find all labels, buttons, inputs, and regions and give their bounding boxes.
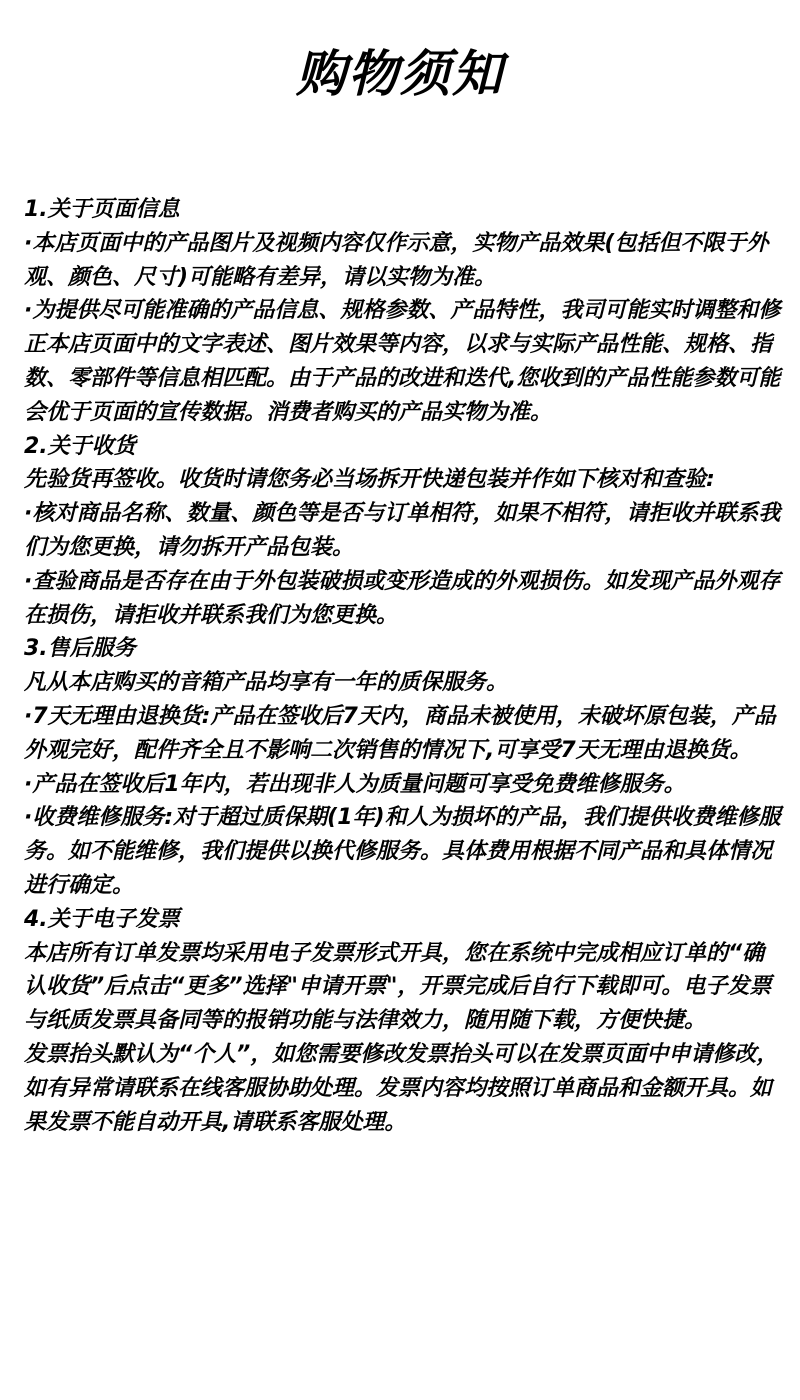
paragraph-receiving-3: ·查验商品是否存在由于外包装破损或变形造成的外观损伤。如发现产品外观存在损伤，请拒收并联系我们为您更换。 (24, 568, 781, 628)
paragraph-e-invoice-1: 本店所有订单发票均采用电子发票形式开具，您在系统中完成相应订单的“确认收货”后点击“更多”选择"申请开票"，开票完成后自行下载即可。电子发票与纸质发票具备同等的报销功能与法律效力，随用随下载，方便快捷。 (24, 940, 772, 1034)
page-title: 购物须知 (296, 45, 504, 103)
section-heading-page-info: 1.关于页面信息 (24, 197, 180, 222)
section-heading-receiving: 2.关于收货 (24, 433, 136, 459)
paragraph-receiving-1: 先验货再签收。收货时请您务必当场拆开快递包装并作如下核对和查验: (24, 467, 715, 493)
section-heading-e-invoice: 4.关于电子发票 (24, 906, 180, 932)
paragraph-e-invoice-2: 发票抬头默认为“个人”，如您需要修改发票抬头可以在发票页面中申请修改，如有异常请联系在线客服协助处理。发票内容均按照订单商品和金额开具。如果发票不能自动开具,请联系客服处理。 (24, 1041, 779, 1135)
paragraph-after-sales-3: ·产品在签收后1年内，若出现非人为质量问题可享受免费维修服务。 (24, 771, 686, 797)
paragraph-after-sales-4: ·收费维修服务:对于超过质保期(1年)和人为损坏的产品，我们提供收费维修服务。如不能维修，我们提供以换代修服务。具体费用根据不同产品和具体情况进行确定。 (24, 805, 781, 898)
shopping-notice-content (24, 193, 786, 1139)
paragraph-page-info-1: ·本店页面中的产品图片及视频内容仅作示意，实物产品效果(包括但不限于外观、颜色、尺寸)可能略有差异，请以实物为准。 (24, 230, 769, 290)
paragraph-after-sales-2: ·7天无理由退换货:产品在签收后7天内，商品未被使用，未破坏原包装，产品外观完好，配件齐全且不影响二次销售的情况下,可享受7天无理由退换货。 (24, 703, 776, 763)
paragraph-after-sales-1: 凡从本店购买的音箱产品均享有一年的质保服务。 (24, 670, 509, 696)
paragraph-page-info-2: ·为提供尽可能准确的产品信息、规格参数、产品特性，我司可能实时调整和修正本店页面中的文字表述、图片效果等内容，以求与实际产品性能、规格、指数、零部件等信息相匹配。由于产品的改进和迭代,您收到的产品性能参数可能会优于页面的宣传数据。消费者购买的产品实物为准。 (24, 298, 781, 425)
section-heading-after-sales: 3.售后服务 (24, 636, 136, 662)
paragraph-receiving-2: ·核对商品名称、数量、颜色等是否与订单相符，如果不相符，请拒收并联系我们为您更换，请勿拆开产品包装。 (24, 501, 781, 560)
